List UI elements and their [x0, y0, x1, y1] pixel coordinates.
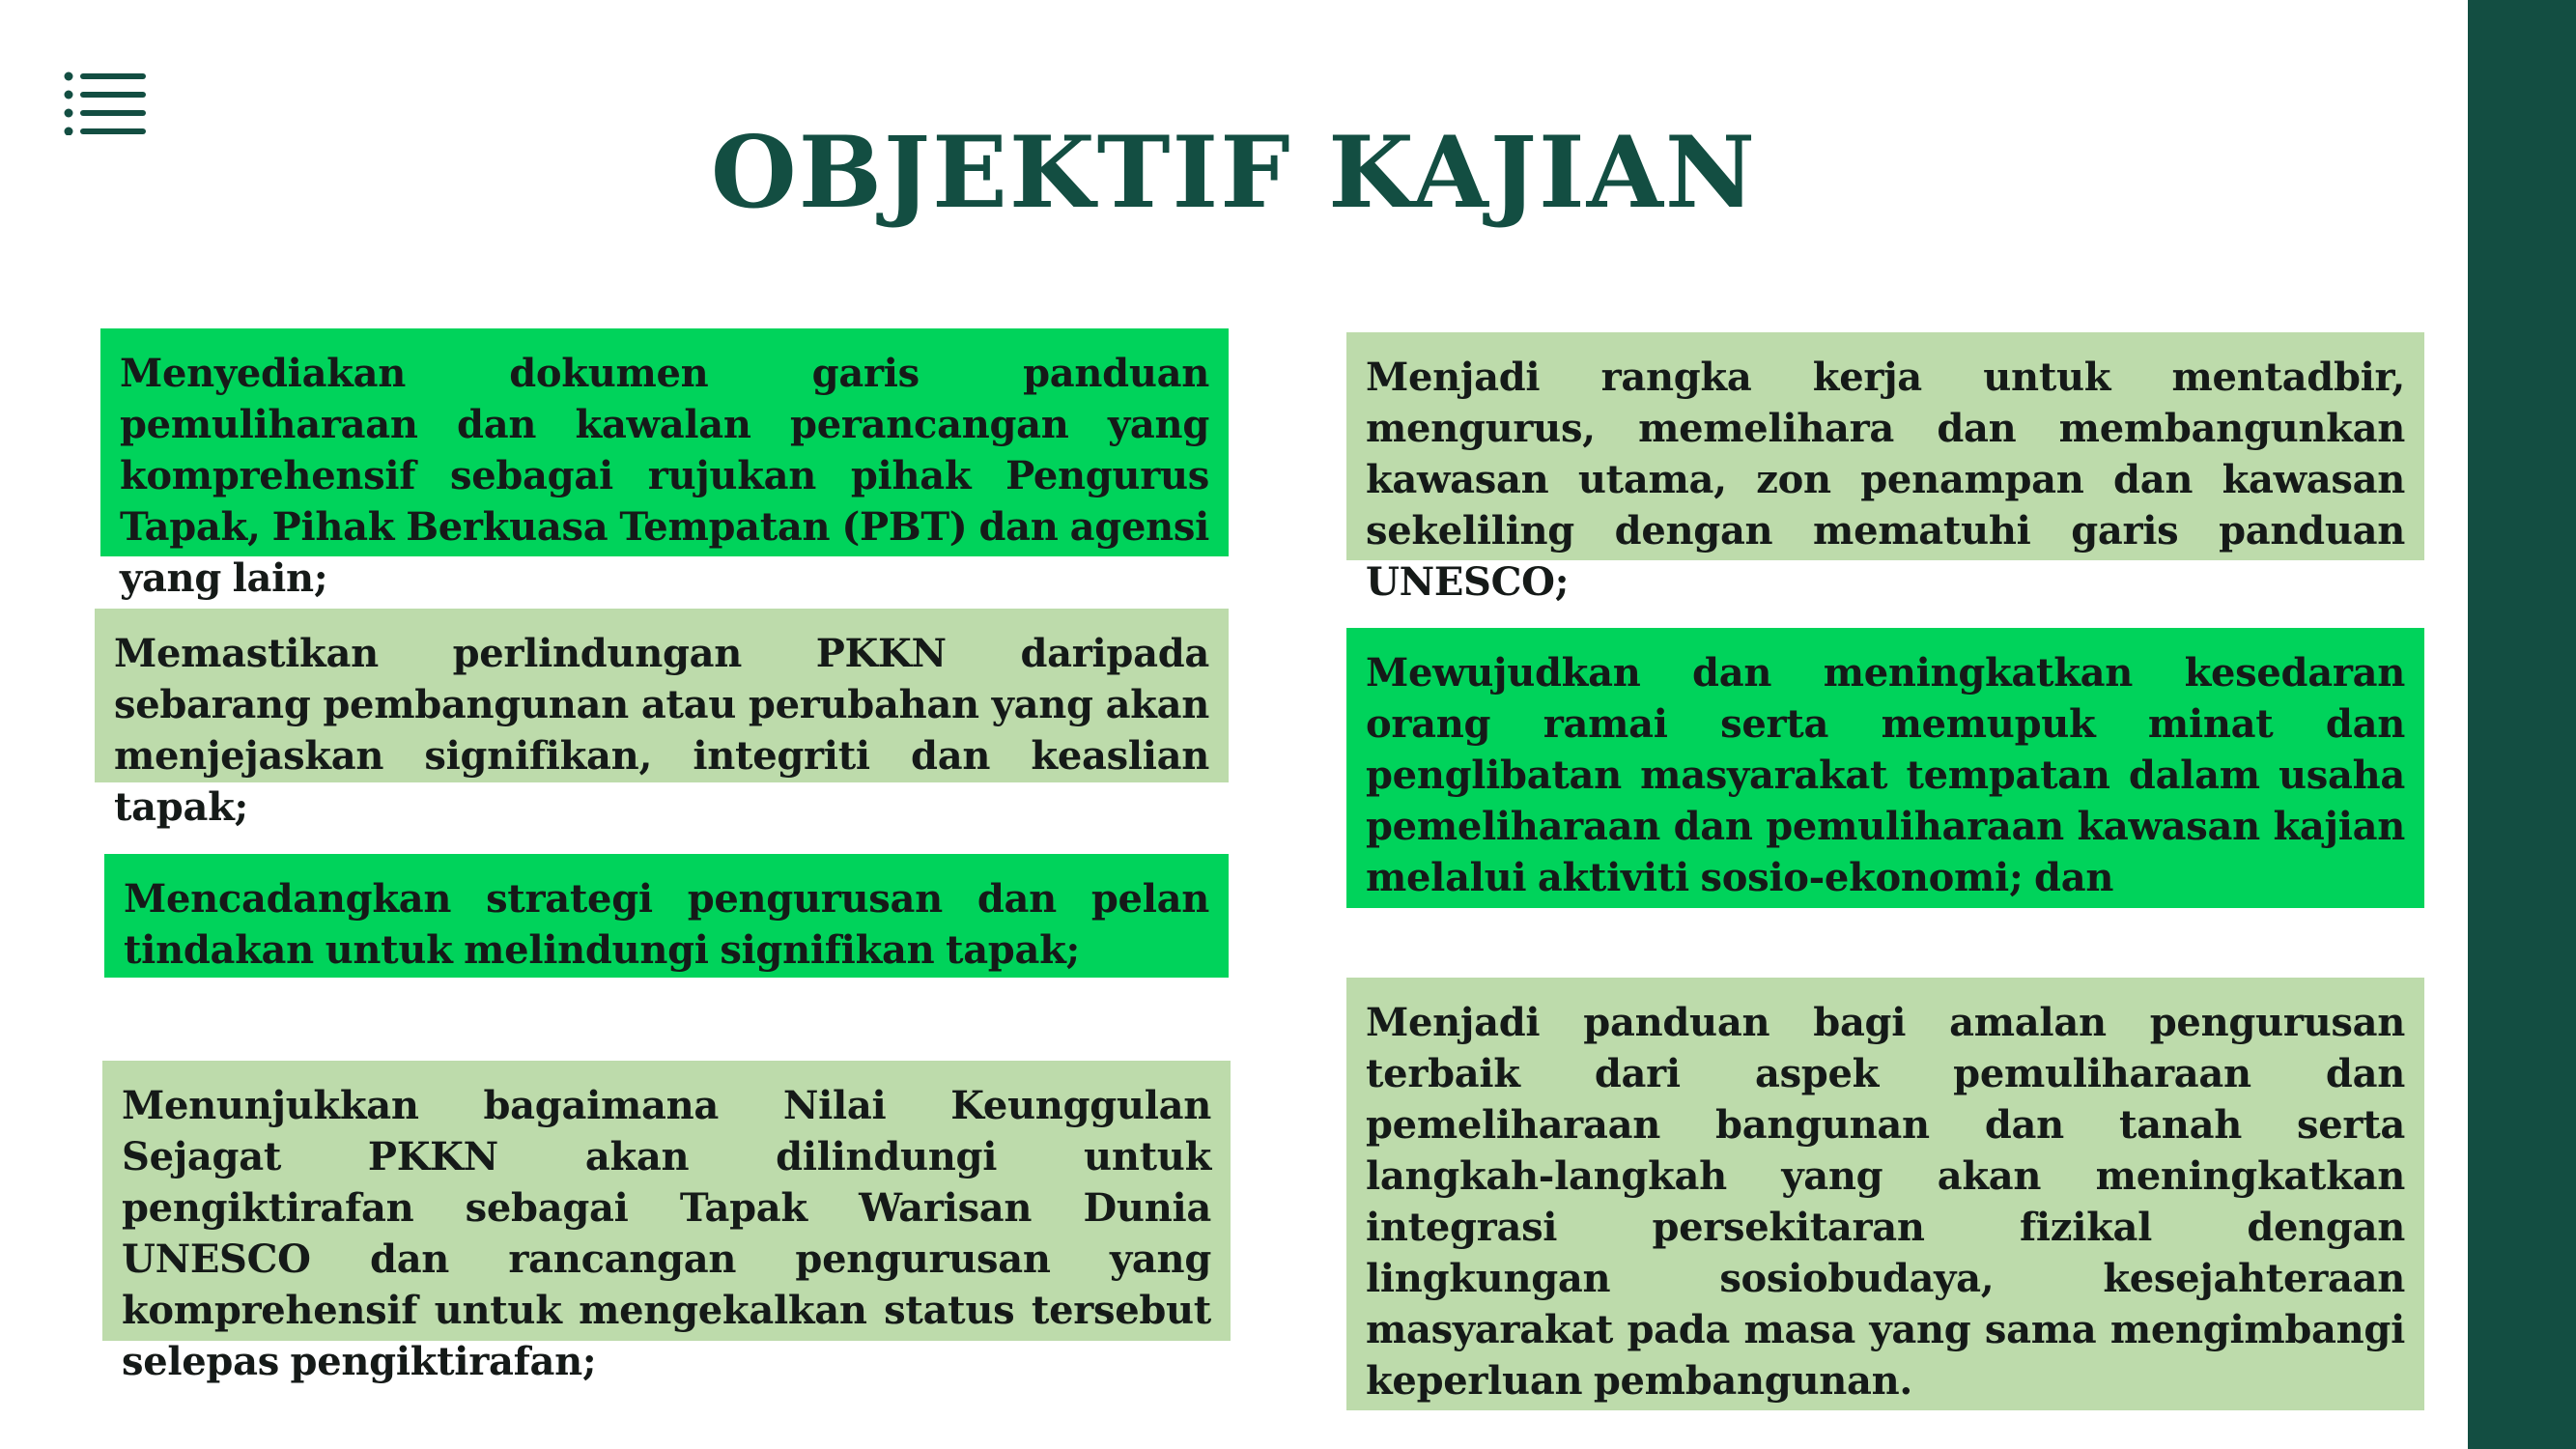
objective-card-2	[95, 609, 1229, 830]
objective-text-4: Menunjukkan bagaimana Nilai Keunggulan Sejagat PKKN akan dilindungi untuk pengiktirafan sebagai Tapak Warisan Dunia UNESCO dan rancangan pengurusan yang komprehensif untuk mengekalkan status tersebut selepas pengiktirafan;	[122, 1083, 1211, 1384]
objective-text-7: Menjadi panduan bagi amalan pengurusan terbaik dari aspek pemuliharaan dan pemeliharaan bangunan dan tanah serta langkah-langkah yang akan meningkatkan integrasi persekitaran fizikal dengan lingkungan sosiobudaya, kesejahteraan masyarakat pada masa yang sama mengimbangi keperluan pembangunan.	[1366, 1000, 2405, 1404]
objective-card-3	[104, 854, 1229, 978]
page-title: OBJEKTIF KAJIAN	[710, 115, 1758, 231]
objective-card-1	[100, 328, 1229, 601]
objective-text-3: Mencadangkan strategi pengurusan dan pelan tindakan untuk melindungi signifikan tapak;	[124, 876, 1209, 973]
objective-card-4	[102, 1061, 1231, 1384]
objective-text-1: Menyediakan dokumen garis panduan pemuliharaan dan kawalan perancangan yang komprehensif sebagai rujukan pihak Pengurus Tapak, Pihak Berkuasa Tempatan (PBT) dan agensi yang lain;	[120, 351, 1209, 601]
objective-card-6	[1346, 628, 2424, 908]
objective-card-5	[1346, 332, 2424, 605]
objective-card-7	[1346, 978, 2424, 1410]
objective-text-6: Mewujudkan dan meningkatkan kesedaran orang ramai serta memupuk minat dan penglibatan masyarakat tempatan dalam usaha pemeliharaan dan pemuliharaan kawasan kajian melalui aktiviti sosio-ekonomi; dan	[1366, 650, 2405, 900]
sidebar-decoration	[2468, 0, 2576, 1449]
objective-text-5: Menjadi rangka kerja untuk mentadbir, mengurus, memelihara dan membangunkan kawasan utama, zon penampan dan kawasan sekeliling dengan mematuhi garis panduan UNESCO;	[1366, 355, 2405, 605]
objective-text-2: Memastikan perlindungan PKKN daripada sebarang pembangunan atau perubahan yang akan menjejaskan signifikan, integriti dan keaslian tapak;	[114, 631, 1209, 830]
